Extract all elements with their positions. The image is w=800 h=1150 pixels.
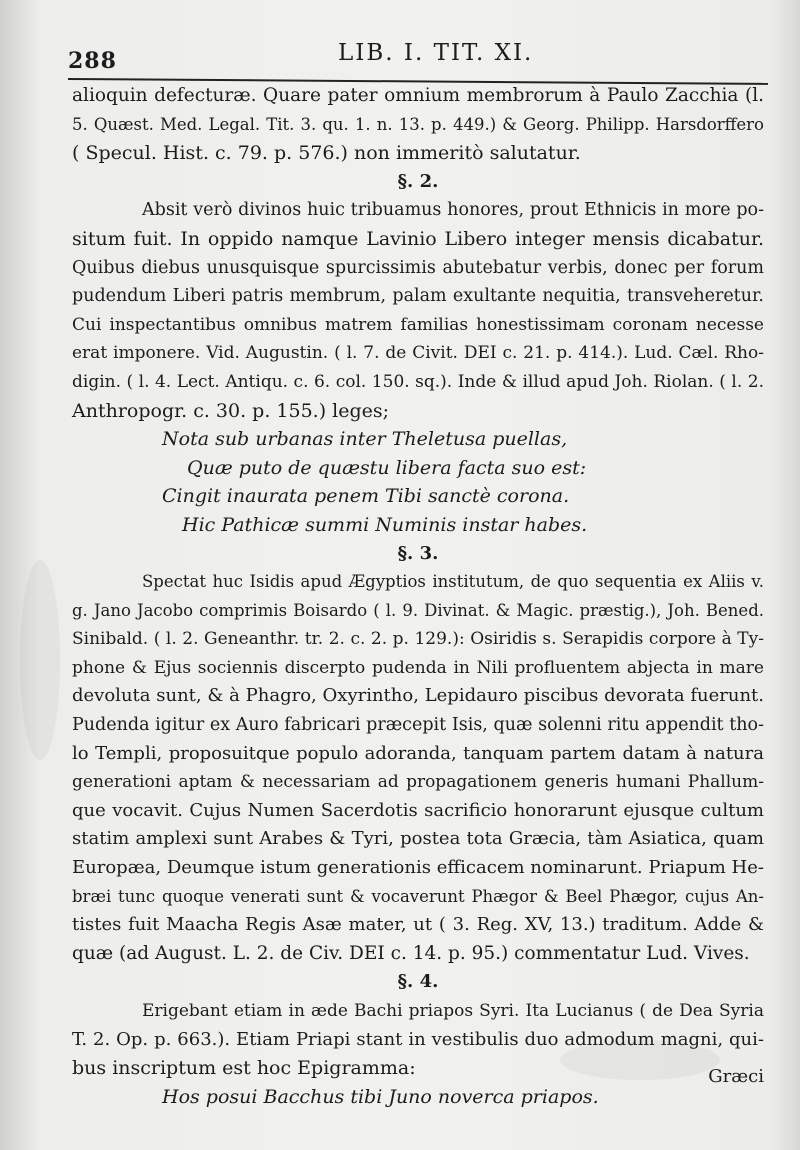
verse-line: Hos posui Bacchus tibi Juno noverca priapos. (162, 1085, 599, 1108)
text-line: lo Templi, proposuitque populo adoranda, tanquam partem datam à natura (72, 742, 764, 764)
text-line: phone & Ejus sociennis discerpto pudenda in Nili profluentem abjecta in mare (72, 657, 764, 678)
verse-line: Cingit inaurata penem Tibi sanctè corona. (162, 485, 570, 508)
text-line: bus inscriptum est hoc Epigramma: (72, 1057, 416, 1080)
text-line: situm fuit. In oppido namque Lavinio Libero integer mensis dicabatur. (72, 227, 764, 250)
text-line: generationi aptam & necessariam ad propagationem generis humani Phallum- (72, 772, 764, 793)
text-line: Pudenda igitur ex Auro fabricari præcepit Isis, quæ solenni ritu appendit tho- (72, 715, 764, 736)
text-line: statim amplexi sunt Arabes & Tyri, postea tota Græcia, tàm Asiatica, quam (72, 828, 764, 850)
section-heading: §. 3. (397, 542, 439, 564)
section-heading: §. 2. (397, 170, 439, 192)
running-title: LIB. I. TIT. XI. (338, 40, 534, 66)
text-line: que vocavit. Cujus Numen Sacerdotis sacrificio honorarunt ejusque cultum (72, 799, 764, 821)
text-line: g. Jano Jacobo comprimis Boisardo ( l. 9. Divinat. & Magic. præstig.), Joh. Bened. (72, 600, 764, 620)
text-line: pudendum Liberi patris membrum, palam exultante nequitia, transveheretur. (72, 286, 764, 307)
text-line: Quibus diebus unusquisque spurcissimis abutebatur verbis, donec per forum (72, 257, 764, 278)
page-header (68, 38, 758, 78)
catchword: Græci (708, 1066, 764, 1087)
verse-line: Nota sub urbanas inter Theletusa puellas, (162, 428, 568, 451)
verse-line: Quæ puto de quæstu libera facta suo est: (187, 456, 587, 479)
text-line: T. 2. Op. p. 663.). Etiam Priapi stant in vestibulis duo admodum magni, qui- (72, 1028, 764, 1050)
text-line: Europæa, Deumque istum generationis efficacem nominarunt. Priapum He- (72, 857, 764, 879)
text-line: erat imponere. Vid. Augustin. ( l. 7. de Civit. DEI c. 21. p. 414.). Lud. Cæl. Rho- (72, 343, 764, 364)
text-line: devoluta sunt, & à Phagro, Oxyrintho, Lepidauro piscibus devorata fuerunt. (72, 685, 764, 707)
body-text (72, 82, 764, 1111)
paper-stain (20, 560, 60, 760)
text-line: ( Specul. Hist. c. 79. p. 576.) non immeritò salutatur. (72, 142, 581, 165)
text-line: alioquin defecturæ. Quare pater omnium membrorum à Paulo Zacchia (l. (72, 85, 764, 106)
text-line: quæ (ad August. L. 2. de Civ. DEI c. 14. p. 95.) commentatur Lud. Vives. (72, 942, 750, 964)
text-line: digin. ( l. 4. Lect. Antiqu. c. 6. col. 150. sq.). Inde & illud apud Joh. Riolan. ( l. 2. (72, 371, 764, 392)
text-line: Absit verò divinos huic tribuamus honores, prout Ethnicis in more po- (142, 200, 764, 221)
section-heading: §. 4. (397, 971, 439, 993)
text-line: Sinibald. ( l. 2. Geneanthr. tr. 2. c. 2. p. 129.): Osiridis s. Serapidis corpore à Ty- (72, 629, 764, 650)
text-line: Spectat huc Isidis apud Ægyptios institutum, de quo sequentia ex Aliis v. (142, 572, 764, 592)
text-line: Cui inspectantibus omnibus matrem familias honestissimam coronam necesse (72, 314, 764, 335)
text-line: bræi tunc quoque venerati sunt & vocaverunt Phægor & Beel Phægor, cujus An- (72, 886, 764, 906)
verse-line: Hic Pathicæ summi Numinis instar habes. (182, 513, 588, 536)
text-line: Anthropogr. c. 30. p. 155.) leges; (72, 399, 390, 422)
text-line: Erigebant etiam in æde Bachi priapos Syri. Ita Lucianus ( de Dea Syria (142, 1001, 764, 1021)
text-line: 5. Quæst. Med. Legal. Tit. 3. qu. 1. n. 13. p. 449.) & Georg. Philipp. Harsdorffero (72, 114, 764, 134)
page-number: 288 (68, 48, 117, 74)
text-line: tistes fuit Maacha Regis Asæ mater, ut ( 3. Reg. XV, 13.) traditum. Adde & (72, 914, 764, 936)
